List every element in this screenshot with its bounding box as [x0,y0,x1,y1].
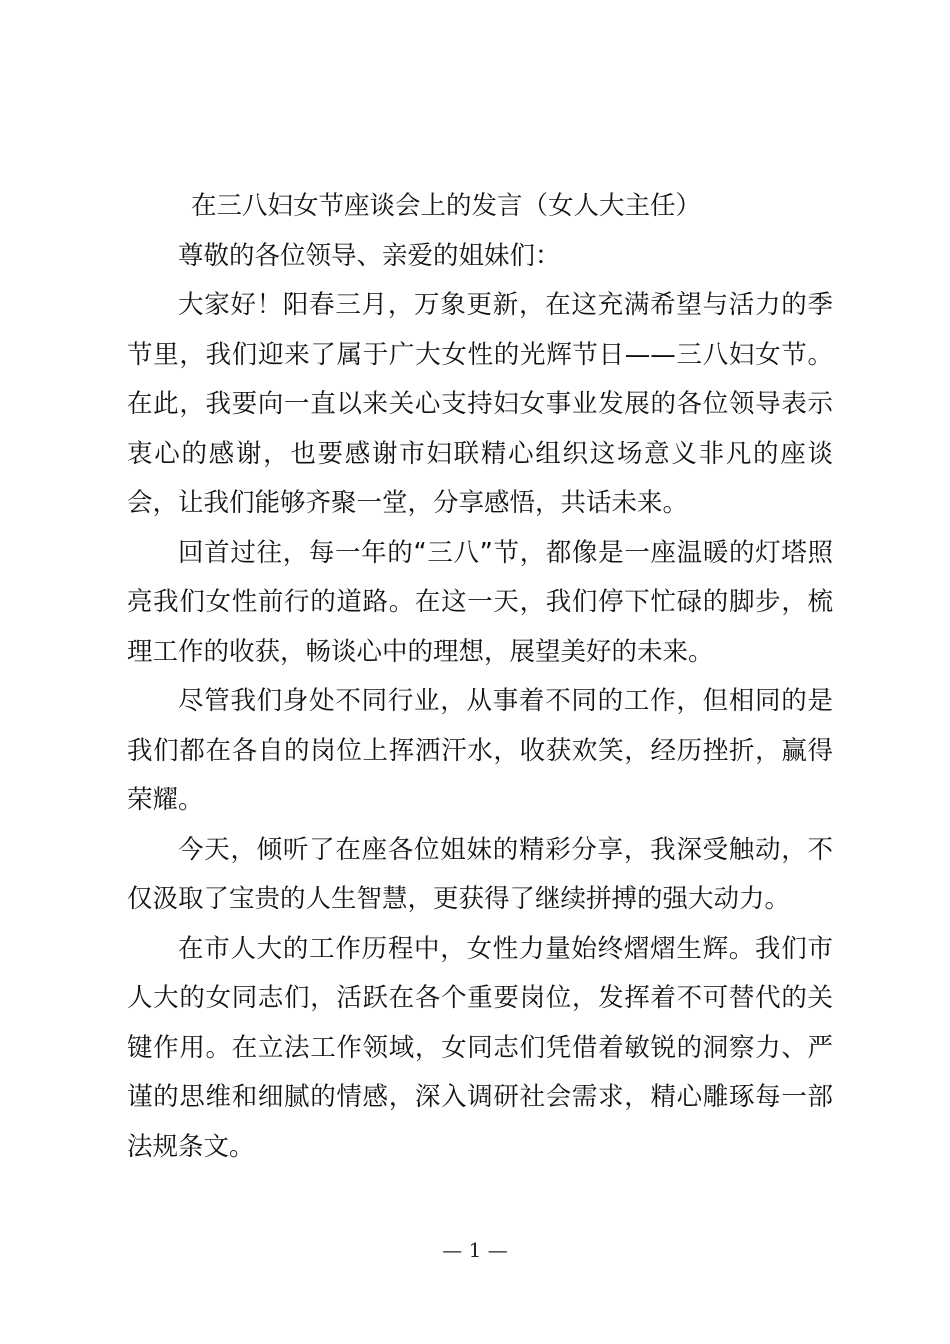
paragraph: 今天，倾听了在座各位姐妹的精彩分享，我深受触动，不仅汲取了宝贵的人生智慧，更获得了继续拼搏的强大动力。 [127,834,833,914]
page-number: — 1 — [442,1238,508,1262]
document-body [127,182,833,1172]
paragraph: 在市人大的工作历程中，女性力量始终熠熠生辉。我们市人大的女同志们，活跃在各个重要岗位，发挥着不可替代的关键作用。在立法工作领域，女同志们凭借着敏锐的洞察力、严谨的思维和细腻的情感，深入调研社会需求，精心雕琢每一部法规条文。 [127,933,833,1162]
document-title: 在三八妇女节座谈会上的发言（女人大主任） [191,191,702,221]
paragraph: 尽管我们身处不同行业，从事着不同的工作，但相同的是我们都在各自的岗位上挥洒汗水，收获欢笑，经历挫折，赢得荣耀。 [127,686,833,815]
paragraph: 大家好！阳春三月，万象更新，在这充满希望与活力的季节里，我们迎来了属于广大女性的光辉节日——三八妇女节。在此，我要向一直以来关心支持妇女事业发展的各位领导表示衷心的感谢，也要感谢市妇联精心组织这场意义非凡的座谈会，让我们能够齐聚一堂，分享感悟，共话未来。 [127,290,833,518]
salutation: 尊敬的各位领导、亲爱的姐妹们： [178,240,561,271]
paragraph: 回首过往，每一年的“三八”节，都像是一座温暖的灯塔照亮我们女性前行的道路。在这一天，我们停下忙碌的脚步，梳理工作的收获，畅谈心中的理想，展望美好的未来。 [127,537,833,667]
